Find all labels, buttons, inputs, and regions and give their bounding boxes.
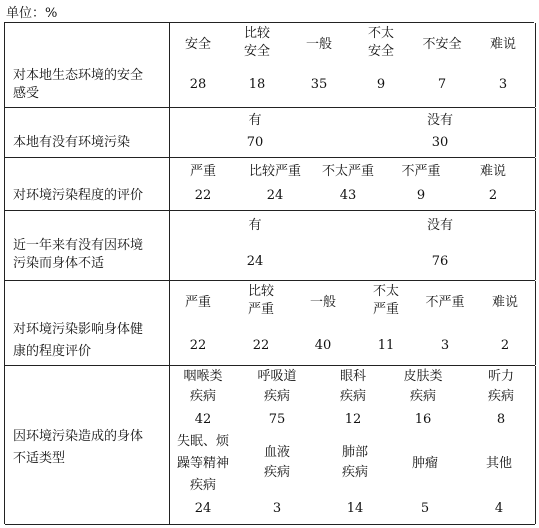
column-header: 不太	[372, 284, 400, 299]
cell-value: 3	[498, 77, 508, 92]
column-header: 严重	[184, 295, 212, 310]
survey-table	[4, 22, 534, 524]
column-header: 一般	[309, 295, 337, 310]
cell-value: 42	[194, 412, 212, 427]
table-row-pollution-exists	[5, 108, 535, 158]
column-header: 没有	[426, 113, 454, 128]
cell-value: 22	[194, 188, 212, 203]
cell-value: 3	[272, 501, 282, 516]
row-label	[5, 211, 170, 280]
column-header: 没有	[426, 218, 454, 233]
column-header: 比较严重	[248, 164, 302, 179]
column-header: 咽喉类	[183, 369, 223, 384]
column-header: 难说	[491, 295, 519, 310]
column-header: 疾病	[189, 478, 217, 493]
column-header: 疾病	[341, 465, 369, 480]
row-label	[5, 108, 170, 157]
column-header: 失眠、烦	[176, 434, 230, 449]
column-header: 安全	[243, 44, 271, 59]
column-header: 听力	[487, 369, 515, 384]
column-header: 一般	[305, 37, 333, 52]
cell-value: 12	[344, 412, 362, 427]
cell-value: 16	[414, 412, 432, 427]
row-label	[5, 281, 170, 365]
cell-value: 2	[500, 338, 510, 353]
row-label-line: 对本地生态环境的安全	[13, 68, 144, 83]
row-label-line: 因环境污染造成的身体	[13, 429, 144, 444]
cell-value: 3	[440, 338, 450, 353]
row-label-line: 不适类型	[13, 451, 66, 466]
column-header: 呼吸道	[257, 369, 297, 384]
column-header: 不太严重	[321, 164, 375, 179]
column-header: 难说	[489, 37, 517, 52]
table-row-discomfort	[5, 211, 535, 281]
column-header: 不安全	[422, 37, 462, 52]
row-label	[5, 23, 170, 107]
column-header: 躁等精神	[176, 456, 230, 471]
column-header: 严重	[189, 164, 217, 179]
cell-value: 28	[189, 77, 207, 92]
column-header: 肿瘤	[411, 456, 439, 471]
cell-value: 9	[416, 188, 426, 203]
cell-value: 40	[314, 338, 332, 353]
table-row-health-impact	[5, 281, 535, 366]
cell-value: 4	[494, 501, 504, 516]
unit-note: 单位：%	[6, 6, 58, 21]
cell-value: 30	[431, 135, 449, 150]
cell-value: 24	[194, 501, 212, 516]
column-header: 有	[248, 218, 262, 233]
cell-value: 7	[437, 77, 447, 92]
cell-value: 18	[248, 77, 266, 92]
cell-value: 9	[376, 77, 386, 92]
column-header: 安全	[367, 44, 395, 59]
row-label-line: 污染而身体不适	[13, 256, 105, 271]
column-header: 疾病	[487, 389, 515, 404]
column-header: 疾病	[263, 389, 291, 404]
table-row-safety	[5, 23, 535, 108]
column-header: 严重	[247, 302, 275, 317]
cell-value: 43	[339, 188, 357, 203]
column-header: 其他	[485, 456, 513, 471]
cell-value: 76	[431, 254, 449, 269]
column-header: 不太	[367, 26, 395, 41]
cell-value: 5	[420, 501, 430, 516]
column-header: 不严重	[401, 164, 441, 179]
column-header: 疾病	[339, 389, 367, 404]
table-row-discomfort-types	[5, 366, 535, 525]
row-label-line: 本地有没有环境污染	[13, 135, 131, 150]
cell-value: 24	[246, 254, 264, 269]
column-header: 眼科	[339, 369, 367, 384]
row-label-line: 康的程度评价	[13, 344, 92, 359]
row-label	[5, 158, 170, 210]
column-header: 难说	[479, 164, 507, 179]
column-header: 不严重	[425, 295, 465, 310]
cell-value: 22	[189, 338, 207, 353]
cell-value: 35	[310, 77, 328, 92]
cell-value: 11	[377, 338, 395, 353]
cell-value: 8	[496, 412, 506, 427]
column-header: 皮肤类	[403, 369, 443, 384]
row-label-line: 感受	[13, 86, 40, 101]
column-header: 比较	[243, 26, 271, 41]
row-label-line: 近一年来有没有因环境	[13, 238, 144, 253]
row-label-line: 对环境污染程度的评价	[13, 188, 144, 203]
column-header: 疾病	[189, 389, 217, 404]
column-header: 严重	[372, 302, 400, 317]
row-label	[5, 366, 170, 524]
column-header: 肺部	[341, 445, 369, 460]
cell-value: 24	[266, 188, 284, 203]
table-row-severity	[5, 158, 535, 211]
column-header: 血液	[263, 445, 291, 460]
cell-value: 2	[488, 188, 498, 203]
column-header: 比较	[247, 284, 275, 299]
row-label-line: 对环境污染影响身体健	[13, 322, 144, 337]
cell-value: 70	[246, 135, 264, 150]
cell-value: 14	[346, 501, 364, 516]
column-header: 有	[248, 113, 262, 128]
column-header: 疾病	[263, 465, 291, 480]
cell-value: 22	[252, 338, 270, 353]
column-header: 疾病	[409, 389, 437, 404]
cell-value: 75	[268, 412, 286, 427]
column-header: 安全	[184, 37, 212, 52]
